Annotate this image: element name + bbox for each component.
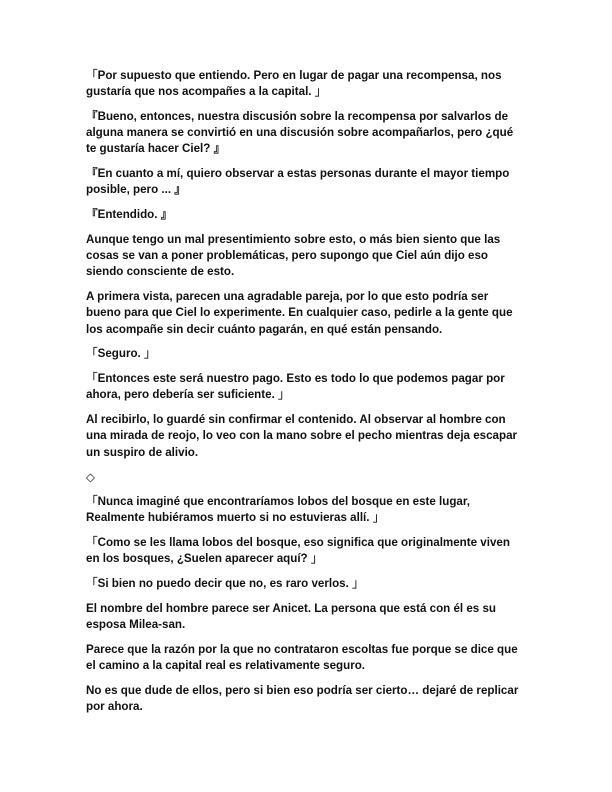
scene-break-diamond: ◇	[86, 470, 95, 485]
dialogue-paragraph: 「Entonces este será nuestro pago. Esto es todo lo que podemos pagar por ahora, pero debería ser suficiente. 」	[86, 372, 505, 402]
narration-paragraph: Al recibirlo, lo guardé sin confirmar el contenido. Al observar al hombre con una mirada de reojo, lo veo con la mano sobre el pecho mientras deja escapar un suspiro de alivio.	[86, 413, 518, 459]
narration-paragraph: Parece que la razón por la que no contrataron escoltas fue porque se dice que el camino a la capital real es relativamente seguro.	[86, 643, 518, 673]
dialogue-paragraph: 『Bueno, entonces, nuestra discusión sobre la recompensa por salvarlos de alguna manera se convirtió en una discusión sobre acompañarlos, pero ¿qué te gustaría hacer Ciel? 』	[86, 110, 514, 156]
dialogue-paragraph: 「Nunca imaginé que encontraríamos lobos del bosque en este lugar, Realmente hubiéramos muerto si no estuvieras allí. 」	[86, 495, 470, 525]
narration-paragraph: No es que dude de ellos, pero si bien eso podría ser cierto… dejaré de replicar por ahora.	[86, 684, 519, 714]
dialogue-paragraph: 「Seguro. 」	[86, 347, 156, 361]
dialogue-paragraph: 『En cuanto a mí, quiero observar a estas personas durante el mayor tiempo posible, pero ... 』	[86, 167, 510, 197]
dialogue-paragraph: 「Si bien no puedo decir que no, es raro verlos. 」	[86, 577, 364, 591]
narration-paragraph: A primera vista, parecen una agradable pareja, por lo que esto podría ser bueno para que Ciel lo experimente. En cualquier caso, pedirle a la gente que los acompañe sin decir cuánto pagarán, en qué están pensando.	[86, 290, 513, 336]
dialogue-paragraph: 「Por supuesto que entiendo. Pero en lugar de pagar una recompensa, nos gustaría que nos acompañes a la capital. 」	[86, 69, 502, 99]
document-body	[86, 68, 526, 724]
dialogue-paragraph: 「Como se les llama lobos del bosque, eso significa que originalmente viven en los bosques, ¿Suelen aparecer aquí? 」	[86, 536, 510, 566]
narration-paragraph: Aunque tengo un mal presentimiento sobre esto, o más bien siento que las cosas se van a poner problemáticas, pero supongo que Ciel aún dijo eso siendo consciente de esto.	[86, 233, 501, 279]
narration-paragraph: El nombre del hombre parece ser Anicet. La persona que está con él es su esposa Milea-san.	[86, 602, 496, 632]
dialogue-paragraph: 『Entendido. 』	[86, 208, 173, 222]
